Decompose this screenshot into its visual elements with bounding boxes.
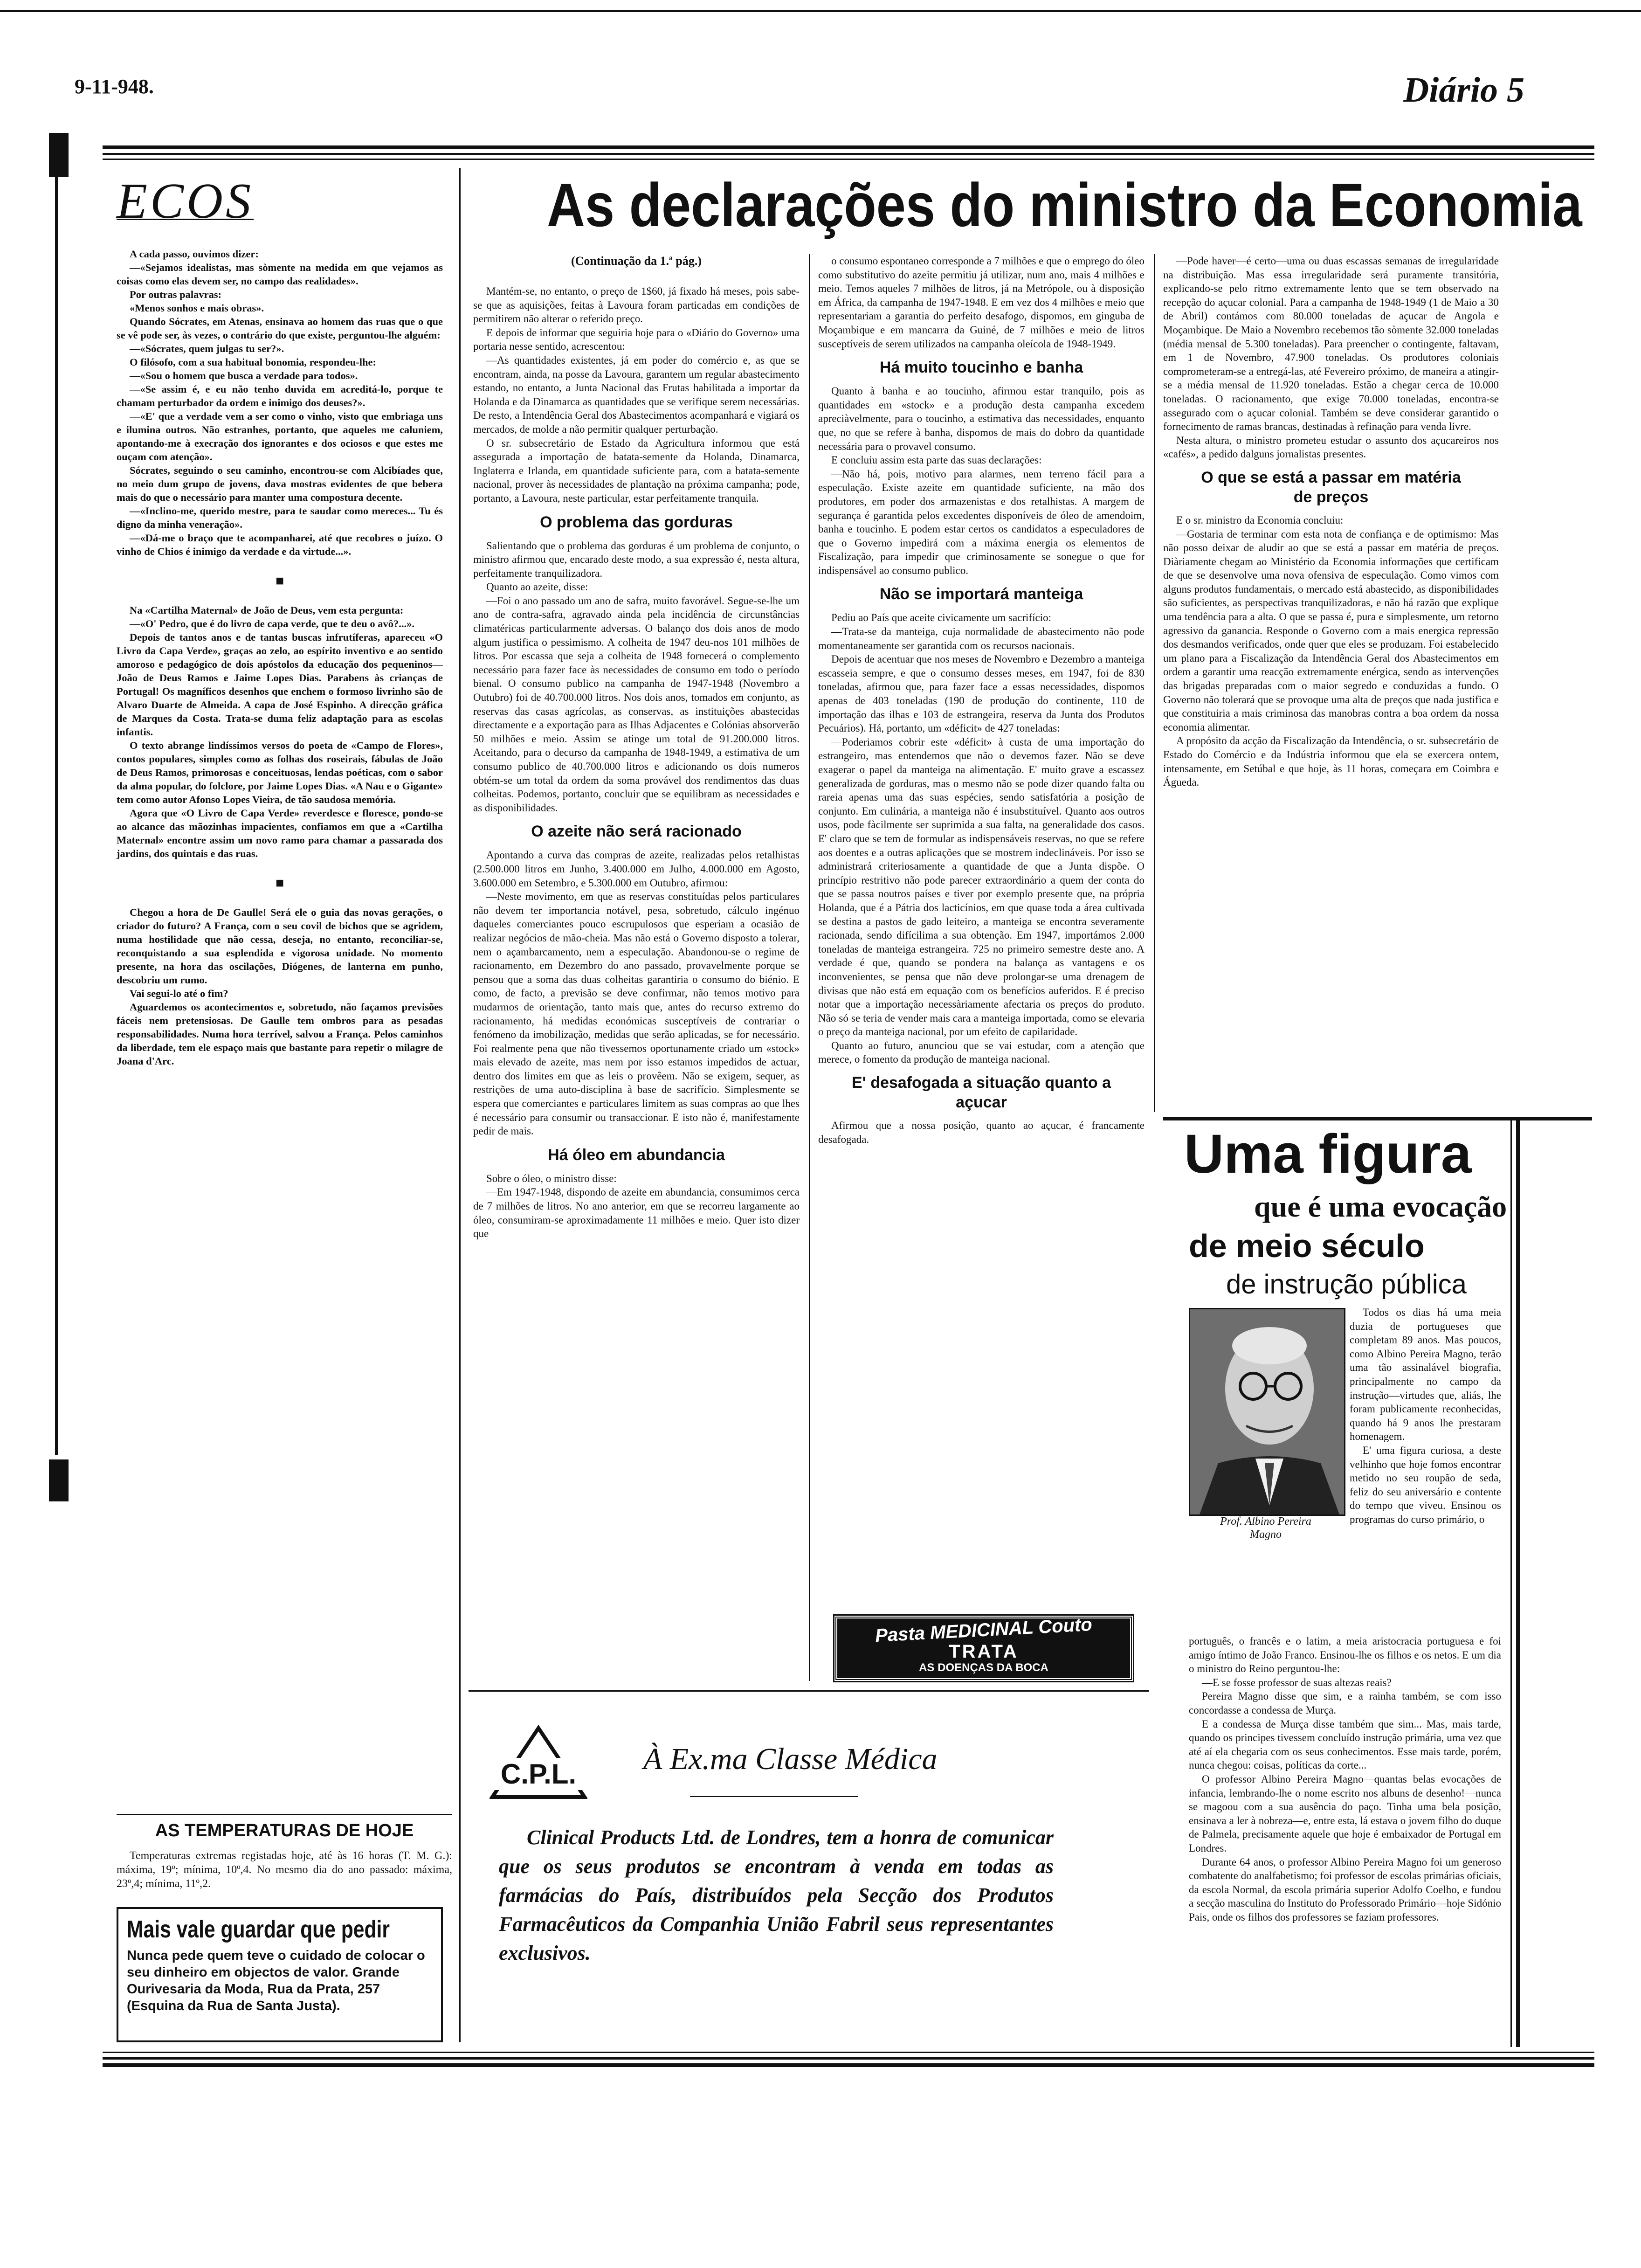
article-col-b: [818, 254, 1145, 1606]
header-rule-2: [103, 153, 1594, 155]
right-border-rule: [1516, 1119, 1520, 2047]
ecos-p: —«Sócrates, quem julgas tu ser?».: [130, 343, 284, 354]
main-headline: As declarações do ministro da Economia: [547, 171, 1582, 239]
footer-rule-3: [103, 2063, 1594, 2067]
figura-headline-3: de meio século: [1189, 1228, 1425, 1264]
margin-block-bottom: [49, 1459, 69, 1501]
ecos-p: O texto abrange lindíssimos versos do poeta de «Campo de Flores», contos populares, simples como as folhas dos roseirais, fábulas de João de Deus Ramos, primorosas e conceituosas, lendas poéticas, com o sabor da alma popular, do folclore, por Jaime Lopes Dias. «A Nau e o Gigante» tem como autor Afonso Lopes Vieira, de tão saudosa memória.: [117, 740, 443, 805]
article-p: Depois de acentuar que nos meses de Novembro e Dezembro a manteiga escasseia sempre, e que o consumo desses meses, em 1947, foi de 830 toneladas, afirmou que, para fazer face a essas necessidades, dispomos apenas de 403 toneladas (190 de produção do continente, 110 de importação das ilhas e 103 de estrangeira, reserva da Junta dos Produtos Pecuários). Há, portanto, um «déficit» de 427 toneladas:: [818, 653, 1145, 734]
temperatures-text: Temperaturas extremas registadas hoje, até às 16 horas (T. M. G.): máxima, 19º; mínima, 10º,4. No mesmo dia do ano passado: máxima, 23º,4; mínima, 11º,2.: [117, 1850, 452, 1890]
ecos-p: Chegou a hora de De Gaulle! Será ele o guia das novas gerações, o criador do futuro? A França, com o seu covil de bichos que se agridem, numa hostilidade que não cessa, deseja, no entanto, reconciliar-se, reconquistando a sua esplendida e vigorosa unidade. No momento presente, na hora das oscilações, Diógenes, de lanterna em punho, descobriu um rumo.: [117, 906, 443, 986]
ecos-p: —«O' Pedro, que é do livro de capa verde, que te deu o avô?...».: [130, 618, 415, 629]
footer-rule-1: [103, 2052, 1594, 2053]
ecos-p: —«E' que a verdade vem a ser como o vinho, visto que embriaga uns e ilumina outros. Não estranhes, portanto, que aqueles me caluniem, apontando-me à execração dos ignorantes e dos ociosos e que estes me ouçam com atenção».: [117, 410, 443, 463]
margin-block-top: [49, 133, 69, 177]
figura-full-text: [1189, 1634, 1501, 2049]
article-p: E o sr. ministro da Economia concluiu:: [1176, 514, 1344, 526]
ad-ourivesaria-headline: Mais vale guardar que pedir: [127, 1916, 390, 1943]
figura-p: O professor Albino Pereira Magno—quantas belas evocações de infancia, lembrando-lhe o nome escrito nos albuns de desenho!—nunca se magoou com a sua ausência do paço. Tinha uma bela posição, ensinava a ler à nobreza—e, entre esta, lá estava o jovem filho do duque de Palmela, precisamente aquele que hoje é embaixador de Portugal em Londres.: [1189, 1773, 1501, 1854]
ad-couto-line1: Pasta MEDICINAL Couto: [875, 1614, 1093, 1646]
subhead-oleo: Há óleo em abundancia: [548, 1146, 725, 1164]
article-p: Sobre o óleo, o ministro disse:: [486, 1172, 617, 1184]
top-rule: [0, 10, 1641, 12]
article-p: Apontando a curva das compras de azeite, realizadas pelos retalhistas (2.500.000 litros em Junho, 3.400.000 em Julho, 4.000.000 em Agosto, 3.600.000 em Setembro, e 5.300.000 em Outubro, afirmou:: [473, 849, 800, 889]
ecos-p: —«Se assim é, e eu não tenho duvida em acreditá-lo, porque te chamam perturbador da ordem e inimigo dos deuses?».: [117, 383, 443, 408]
figura-p: E' uma figura curiosa, a deste velhinho que hoje fomos encontrar metido no seu roupão de seda, feliz do seu aniversário e contente do tempo que viveu. Ensinou os programas do curso primário, o: [1350, 1444, 1501, 1525]
ecos-p: Quando Sócrates, em Atenas, ensinava ao homem das ruas que o que se vê pode ser, às vezes, o contrário do que existe, perguntou-lhe alguém:: [117, 316, 443, 341]
figura-narrow-text: [1350, 1306, 1501, 1632]
article-p: Afirmou que a nossa posição, quanto ao açucar, é francamente desafogada.: [818, 1120, 1145, 1145]
ecos-p: Sócrates, seguindo o seu caminho, encontrou-se com Alcibíades que, no meio dum grupo de jovens, dava mostras evidentes de que bebera mais do que o necessário para manter uma compostura decente.: [117, 464, 443, 503]
page-date: 9-11-948.: [75, 75, 154, 98]
temperatures-title: AS TEMPERATURAS DE HOJE: [155, 1821, 414, 1840]
ecos-p: Agora que «O Livro de Capa Verde» reverdesce e floresce, pondo-se ao alcance das mãozinhas impacientes, confiamos em que a «Cartilha Maternal» encontre assim um novo ramo para chamar a passarada dos jardins, dos quintais e das ruas.: [117, 807, 443, 859]
ecos-p: Na «Cartilha Maternal» de João de Deus, vem esta pergunta:: [130, 604, 404, 616]
article-p: Quanto ao azeite, disse:: [486, 581, 588, 593]
ecos-p: Vai segui-lo até o fim?: [130, 988, 228, 999]
section-dingbat: ■: [275, 875, 284, 891]
article-p: Pediu ao País que aceite civicamente um sacrifício:: [831, 612, 1051, 624]
figura-headline-2: que é uma evocação: [1254, 1190, 1507, 1223]
figura-p: Todos os dias há uma meia duzia de portugueses que completam 89 anos. Mas poucos, como Albino Pereira Magno, terão uma tão assinalável biografia, principalmente no campo da instrução—virtudes que, aliás, lhe foram publicamente reconhecidas, quando há 9 anos lhe prestaram homenagem.: [1350, 1307, 1501, 1443]
ad-couto-line3: AS DOENÇAS DA BOCA: [919, 1661, 1048, 1674]
ad-pasta-couto: [834, 1616, 1133, 1681]
subhead-toucinho: Há muito toucinho e banha: [879, 359, 1083, 377]
article-col-a: [473, 284, 800, 1679]
article-p: Salientando que o problema das gorduras é um problema de conjunto, o ministro afirmou que, encarado deste modo, a sua expressão é, nesta altura, perfeitamente tranquilizadora.: [473, 539, 800, 579]
ecos-p: —«Dá-me o braço que te acompanharei, até que recobres o juízo. O vinho de Chios é inimigo da verdade e da virtude...».: [117, 532, 443, 557]
ecos-p: —«Sou o homem que busca a verdade para todos».: [130, 370, 358, 381]
ecos-p: A cada passo, ouvimos dizer:: [130, 248, 259, 260]
subhead-azeite: O azeite não será racionado: [531, 823, 742, 841]
portrait-caption-1: Prof. Albino Pereira: [1220, 1515, 1311, 1528]
ecos-p: Aguardemos os acontecimentos e, sobretudo, não façamos previsões fáceis nem pretensiosas. De Gaulle tem ombros para as pesadas responsabilidades. Numa hora terrível, salvou a França. Pelos caminhos da liberdade, tem ele espaço mais que bastante para repetir o milagre de Joana d'Arc.: [117, 1001, 443, 1067]
ad-cpl: [471, 1697, 1147, 2042]
article-p: —Poderiamos cobrir este «déficit» à custa de uma importação do estrangeiro, mas entendemos que não o devemos fazer. Não se deve exagerar o papel da manteiga na alimentação. E' muito grave a escassez generalizada de gorduras, mas o mesmo não se pode dizer quando falta ou rareia apenas uma das suas espécies, sendo satisfatória a posição de conjunto. Em culinária, a manteiga não é insubstituível. Quanto aos outros usos, pode fàcilmente ser suprimida a sua falta, na generalidade dos casos. E' claro que se tem de formular as indispensáveis reservas, no que se refere aos doentes e a outras aplicações que se mostrem indeclináveis. Por isso se administrará criteriosamente a quantidade de que a Junta dispõe. O princípio restritivo não pode parecer extraordinário a quem der conta do que se passa noutros países e tiver por exemplo presente que, na própria Holanda, que é a Pátria dos lacticínios, em que quase toda a área cultivada se destina a pastos de gado leiteiro, a manteiga se encontra severamente racionada, sendo difícilima a sua obtenção. Em 1947, importámos 2.000 toneladas de manteiga estrangeira. 725 no primeiro semestre deste ano. A verdade é que, quando se pondera na balança as vantagens e os inconvenientes, se pensa que não deve prolongar-se uma drenagem de divisas que não está em equação com os benefícios auferidos. E é preciso notar que a importação necessàriamente afectaria os preços do produto. Não só se teria de vender mais cara a manteiga importada, como se elevaria o preço da manteiga nacional, por um efeito de capilaridade.: [818, 736, 1145, 1038]
article-p: —Foi o ano passado um ano de safra, muito favorável. Segue-se-lhe um ano de contra-safra, agravado ainda pela incidência de circunstâncias climatéricas particularmente adversas. O balanço dos dois anos de modo algum justifica o pessimismo. A colheita de 1947 deu-nos 101 milhões de litros. Por escassa que seja a colheita de 1948 fornecerá o complemento necessário para fazer face às necessidades de consumo em todo o período bienal. O consumo publico na campanha de 1947-1948 (Novembro a Outubro) foi de 40.700.000 litros. Nos dois anos, tomados em conjunto, as reservas das casas agrícolas, as conservas, as instituições abastecidas directamente e a exportação para as Ilhas Adjacentes e Colónias absorverão 50 milhões e meio. Assim se atinge um total de 91.200.000 litros. Aceitando, para o decurso da campanha de 1948-1949, a estimativa de um consumo publico de 40.700.000 litros e adicionando os dois numeros obtém-se um total da ordem da soma provável dos rendimentos das duas colheitas. Podemos, portanto, concluir que se equilibram as necessidades e as disponibilidades.: [473, 595, 800, 814]
article-col-c: [1163, 254, 1499, 1112]
figura-rule: [1163, 1117, 1592, 1120]
article-p: —Gostaria de terminar com esta nota de confiança e de optimismo: Mas não posso deixar de aludir ao que se está a passar em matéria de preços. Diàriamente chegam ao Ministério da Economia informações que certificam de que se desenvolve uma nova ofensiva de especulação. Como vimos com alguns produtos fundamentais, o mercado está abastecido, as disponibilidades são suficientes, as perspectivas tranquilizadoras, e não há razão que explique uma tendência para a alta. O que se passa é, pura e simplesmente, um retorno agressivo da ganancia. Responde o Governo com a mais energica repressão dos desmandos verificados, onde quer que eles se produzam. Foi estabelecido um plano para a Fiscalização da Intendência Geral dos Abastecimentos em ordem a garantir uma reacção extremamente enérgica, sendo as intervenções das brigadas preparadas com o maior segredo e conduzidas a fundo. O Governo não tolerará que se provoque uma alta de preços que nada justifica e que constituiria a mais criminosa das manobras contra a boa ordem da nossa economia alimentar.: [1163, 528, 1499, 733]
portrait-photo: [1189, 1308, 1345, 1516]
article-p: Quanto à banha e ao toucinho, afirmou estar tranquilo, pois as quantidades em «stock» e a produção desta campanha excedem apreciàvelmente, para o toucinho, a estimativa das necessidades, enquanto que, no que se refere à banha, dispomos de mais do dobro da quantidade necessária para o provavel consumo.: [818, 385, 1145, 452]
cpl-rule-top: [469, 1690, 1149, 1692]
article-p: —Em 1947-1948, dispondo de azeite em abundancia, consumimos cerca de 7 milhões de litros. No ano anterior, em que se recorreu largamente ao óleo, consumiram-se aproximadamente 11 milhões e meio. Quer isto dizer que: [473, 1186, 800, 1240]
figura-p: Durante 64 anos, o professor Albino Pereira Magno foi um generoso combatente do analfabetismo; foi professor de escolas primárias oficiais, da escola Normal, da escola primária superior Adolfo Coelho, e fundou a secção masculina do Instituto do Professorado Primário—hoje Sidónio Pais, onde os filhos dos professores se faziam professores.: [1189, 1856, 1501, 1923]
article-p: o consumo espontaneo corresponde a 7 milhões e que o emprego do óleo como substitutivo do azeite permitiu já utilizar, num ano, mais 4 milhões e meio. Temos aqueles 7 milhões de litros, já na Metrópole, ou à disposição em África, da campanha de 1947-1948. E em vez dos 4 milhões e meio que representariam a garantia do perfeito desafogo, dispomos, em ginguba de Moçambique e em mancarra da Guiné, de 7 milhões e meio de litros susceptíveis de serem utilizados na campanha oleícola de 1948-1949.: [818, 255, 1145, 350]
ecos-p: —«Sejamos idealistas, mas sòmente na medida em que vejamos as coisas como elas devem ser, no campo das realidades».: [117, 262, 443, 287]
figura-p: —E se fosse professor de suas altezas reais?: [1202, 1676, 1392, 1688]
ad-ourivesaria: [117, 1907, 443, 2042]
ecos-p: —«Inclino-me, querido mestre, para te saudar como mereces... Tu és digno da minha veneração».: [117, 505, 443, 530]
ecos-title: ECOS: [117, 173, 254, 229]
figura-p: português, o francês e o latim, a meia aristocracia portuguesa e foi amigo íntimo de João Franco. Ensinou-lhe os filhos e os netos. E um dia o ministro do Reino perguntou-lhe:: [1189, 1635, 1501, 1675]
article-p: —Não há, pois, motivo para alarmes, nem terreno fácil para a especulação. Existe azeite em quantidade suficiente, na mão dos produtores, em poder dos armazenistas e dos retalhistas. A margem de segurança é garantida pelos excedentes disponíveis de óleo de amendoim, banha e toucinho. E podem estar certos os candidatos a especuladores de que o Governo impedirá com a máxima energia os elementos de Fiscalização, para impedir que criminosamente se sonegue o que for indispensável ao consumo publico.: [818, 468, 1145, 576]
col-separator: [1154, 254, 1155, 1112]
figura-p: E a condessa de Murça disse também que sim... Mas, mais tarde, quando os principes tivessem concluído instrução primária, uma vez que até aí ela chegaria com os seus conhecimentos. Esse mais tarde, porém, nunca chegou: coisas, políticas da corte...: [1189, 1718, 1501, 1771]
article-p: —Trata-se da manteiga, cuja normalidade de abastecimento não pode momentaneamente ser garantida com os recursos nacionais.: [818, 626, 1145, 651]
article-p: E depois de informar que seguiria hoje para o «Diário do Governo» uma portaria nesse sentido, acrescentou:: [473, 326, 800, 353]
ad-ourivesaria-body: Nunca pede quem teve o cuidado de colocar o seu dinheiro em objectos de valor. Grande Ourivesaria da Moda, Rua da Prata, 257 (Esquina da Rua de Santa Justa).: [127, 1948, 425, 2013]
article-p: Mantém-se, no entanto, o preço de 1$60, já fixado há meses, pois sabe-se que as aquisições, feitas à Lavoura foram particadas em condições de permitirem não alterar o referido preço.: [473, 285, 800, 325]
col-separator: [459, 168, 461, 2042]
cpl-divider: [690, 1796, 858, 1797]
ecos-p: Por outras palavras:: [130, 289, 222, 300]
cpl-body: Clinical Products Ltd. de Londres, tem a honra de comunicar que os seus produtos se encontram à venda em todas as farmácias do País, distribuídos pela Secção dos Produtos Farmacêuticos da Companhia União Fabril seus representantes exclusivos.: [499, 1826, 1054, 1964]
ecos-p: Depois de tantos anos e de tantas buscas infrutíferas, apareceu «O Livro da Capa Verde», graças ao zelo, ao espírito inventivo e ao sentido amoroso e pedagógico de dois apóstolos da educação dos pequeninos—João de Deus Ramos e Jaime Lopes Dias. Parabens às crianças de Portugal! Os magníficos desenhos que enchem o formoso livrinho são de Alvaro Duarte de Almeida. A capa de José Espinho. A direcção gráfica de Marques da Costa. Trata-se duma feliz adaptação para as escolas infantis.: [117, 631, 443, 738]
article-p: E concluiu assim esta parte das suas declarações:: [831, 454, 1042, 466]
continuation-note: (Continuação da 1.ª pág.): [571, 254, 702, 268]
cpl-title: À Ex.ma Classe Médica: [643, 1742, 938, 1776]
right-border-rule: [1510, 1119, 1512, 2047]
article-p: Quanto ao futuro, anunciou que se vai estudar, com a atenção que merece, o fomento da produção de manteiga nacional.: [818, 1039, 1145, 1065]
portrait-illustration: [1190, 1309, 1344, 1514]
cpl-logo: C.P.L.: [490, 1758, 587, 1790]
ecos-p: «Menos sonhos e mais obras».: [130, 302, 264, 314]
subhead-manteiga: Não se importará manteiga: [879, 585, 1083, 603]
footer-rule-2: [103, 2057, 1594, 2060]
article-p: —Pode haver—é certo—uma ou duas escassas semanas de irregularidade na distribuição. Mas essa irregularidade será puramente transitória, explicando-se pelo ritmo extremamente lento que se tem observado na recepção do açucar colonial. Para a campanha de 1948-1949 (1 de Maio a 30 de Abril) contámos com 80.000 toneladas de açucar de Angola e Moçambique. De Maio a Novembro recebemos tão sòmente 32.000 toneladas (média mensal de 5.300 toneladas). Para preencher o contingente, faltavam, em 1 de Novembro, 47.900 toneladas. Os produtores coloniais comprometeram-se a entregá-las, até Fevereiro próximo, de maneira a atingir-se a média mensal de 11.920 toneladas. Estão a chegar cerca de 10.000 toneladas. O racionamento, que exige 70.000 toneladas, encontra-se assegurado com o açucar colonial. Também se deve considerar garantido o fornecimento de ramas brancas, destinadas à refinação para venda livre.: [1163, 255, 1499, 433]
subhead-gorduras: O problema das gorduras: [540, 513, 733, 531]
col-separator: [809, 254, 810, 1681]
ad-couto-line2: TRATA: [949, 1641, 1019, 1662]
ecos-column: [117, 247, 443, 1795]
article-p: —Neste movimento, em que as reservas constituídas pelos particulares não devem ter importancia notável, pesa, sobretudo, cálculo ingénuo daqueles comerciantes pouco escrupulosos que esperiam a ocasião de realizar negócios de mão-cheia. Mas não está o Governo disposto a tolerar, nem o açambarcamento, nem a especulação. Abandonou-se o regime de racionamento, em Dezembro do ano passado, provavelmente porque se pensou que a soma das duas colheitas garantiria o consumo do biénio. E como, de facto, a previsão se deve confirmar, não temos motivo para mudarmos de orientação, tanto mais que, antes do recurso extremo do racionamento, há medidas económicas susceptíveis de contrariar o fenómeno da imobilização, medidas que serão aplicadas, se for necessário. Foi realmente pena que não tivessemos oportunamente criado um «stock» mais elevado de azeite, mas nem por isso estamos impedidos de actuar, dentro dos limites em que as leis o provêem. Não se exigem, sequer, as restrições de uma auto-disciplina à base de sacrifício. Simplesmente se espera que comerciantes e particulares limitem as suas compras ao que lhes é necessário para consumir ou transaccionar. E isto não é, manifestamente pedir de mais.: [473, 891, 800, 1137]
header-rule-3: [103, 159, 1594, 160]
cpl-logo-frame: [490, 1725, 587, 1800]
article-p: O sr. subsecretário de Estado da Agricultura informou que está assegurada a importação de batata-semente da Holanda, Dinamarca, Inglaterra e Irlanda, em quantidade suficiente para, com a batata-semente nacional, prover às necessidades de plantação na próxima campanha; pode, portanto, a Lavoura, neste particular, estar perfeitamente tranquila.: [473, 437, 800, 504]
masthead: Diário 5: [1403, 70, 1524, 110]
figura-headline-1: Uma figura: [1184, 1123, 1472, 1185]
temp-rule-top: [117, 1814, 452, 1815]
margin-rule: [55, 177, 58, 1455]
portrait-caption-2: Magno: [1250, 1528, 1282, 1541]
subhead-acucar: E' desafogada a situação quanto a açucar: [851, 1074, 1111, 1112]
ecos-p: O filósofo, com a sua habitual bonomia, respondeu-lhe:: [130, 356, 377, 368]
article-p: —As quantidades existentes, já em poder do comércio e, as que se encontram, ainda, na posse da Lavoura, garantem um regular abastecimento estando, no entanto, a Junta Nacional das Frutas habilitada a importar da Holanda e da Dinamarca as quantidades que se verifique serem necessárias. De resto, a Intendência Geral dos Abastecimentos acompanhará e vigiará os mercados, de molde a não permitir qualquer perturbação.: [473, 354, 800, 435]
figura-p: Pereira Magno disse que sim, e a rainha também, se com isso concordasse a condessa de Murça.: [1189, 1690, 1501, 1716]
figura-headline-4: de instrução pública: [1226, 1269, 1467, 1300]
header-rule-1: [103, 145, 1594, 149]
article-p: Nesta altura, o ministro prometeu estudar o assunto dos açucareiros nos «cafés», a pedido dalguns jornalistas presentes.: [1163, 434, 1499, 460]
subhead-precos: O que se está a passar em matéria de preços: [1201, 468, 1461, 506]
article-p: A propósito da acção da Fiscalização da Intendência, o sr. subsecretário de Estado do Comércio e da Indústria informou que ela se exercera ontem, intensamente, em Setúbal e que hoje, às 11 horas, começara em Coimbra e Águeda.: [1163, 735, 1499, 788]
section-dingbat: ■: [275, 573, 284, 588]
